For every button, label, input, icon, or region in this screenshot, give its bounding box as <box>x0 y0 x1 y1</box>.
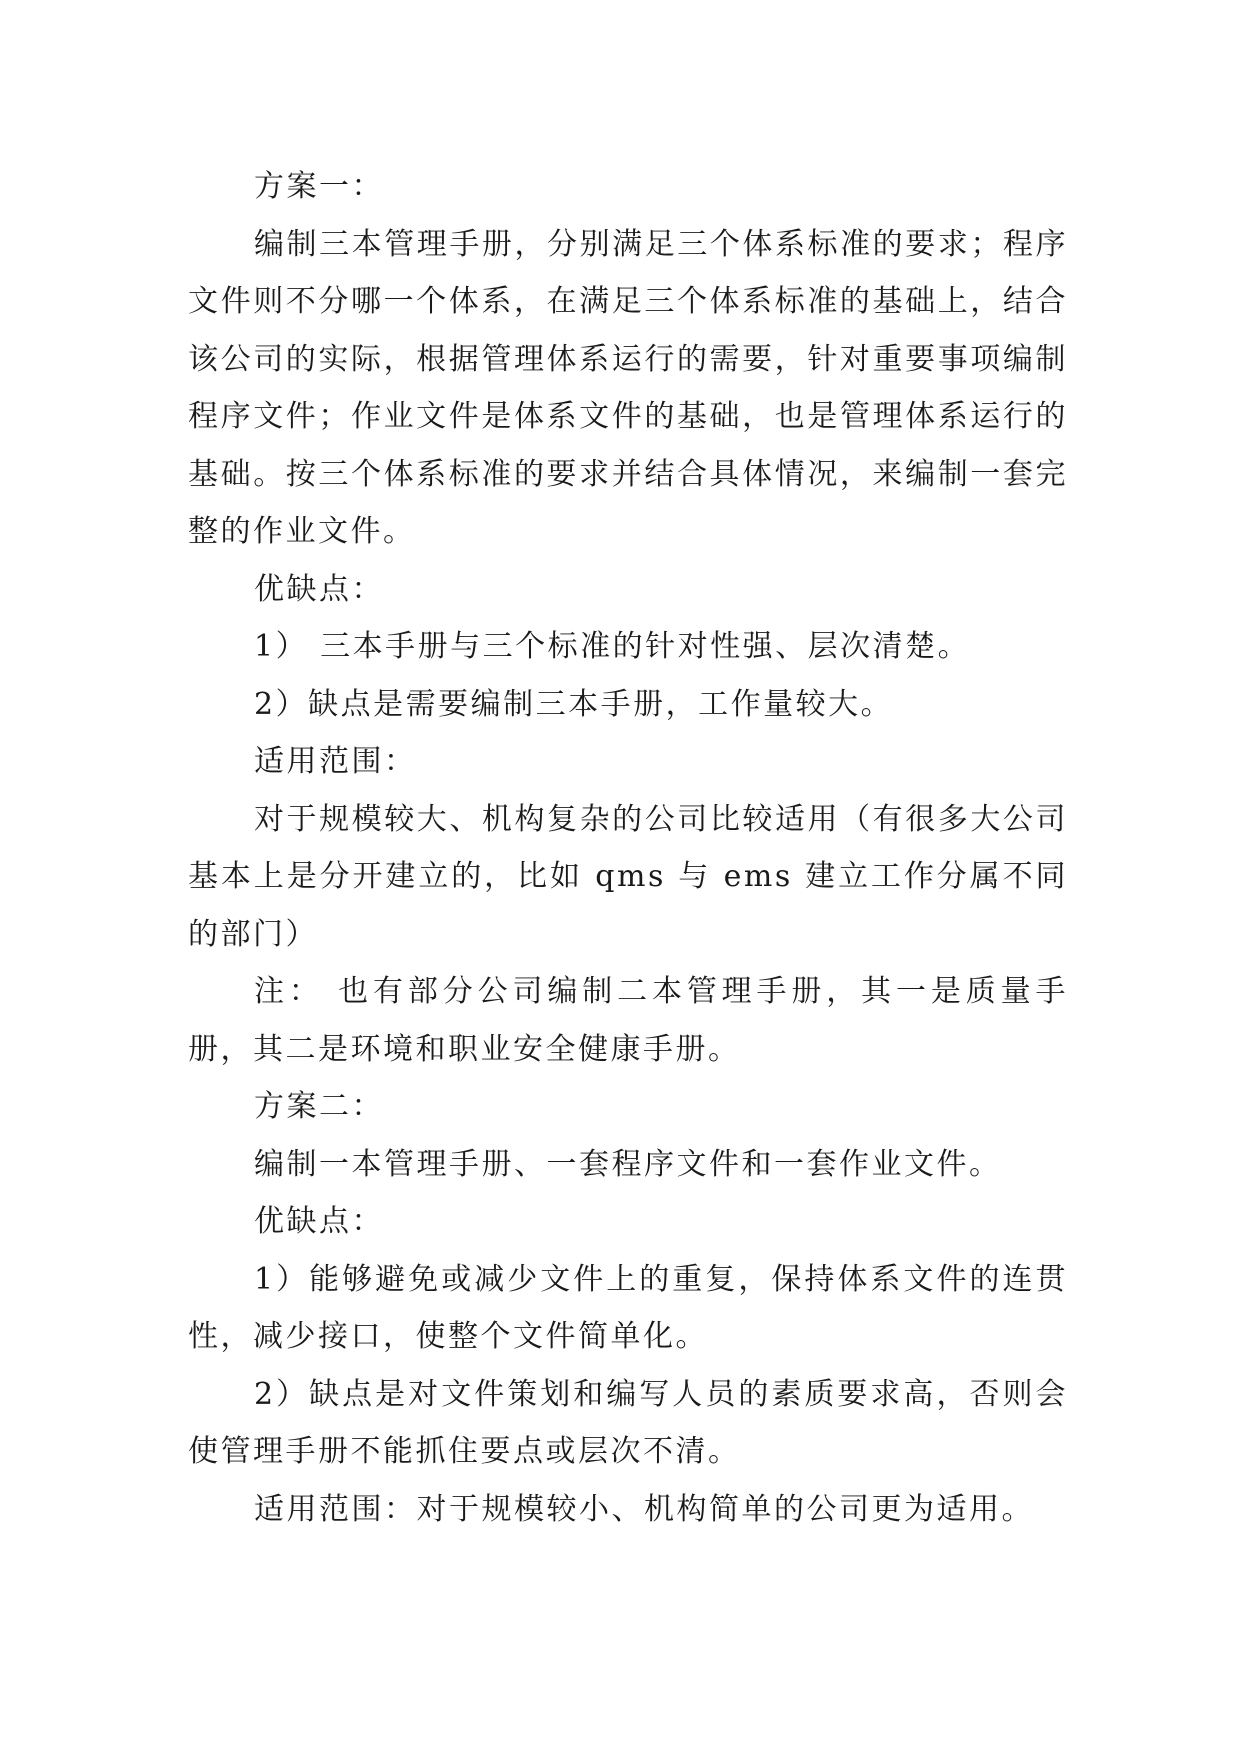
document-body <box>188 158 1068 1538</box>
pros-cons-heading-two: 优缺点： <box>254 1204 384 1239</box>
heading-plan-one: 方案一： <box>254 169 384 204</box>
plan-two-disadvantage: 2）缺点是对文件策划和编写人员的素质要求高，否则会使管理手册不能抓住要点或层次不清。 <box>188 1376 1068 1469</box>
pros-cons-heading: 优缺点： <box>254 571 384 607</box>
plan-one-description: 编制三本管理手册，分别满足三个体系标准的要求；程序文件则不分哪一个体系，在满足三个体系标准的基础上，结合该公司的实际，根据管理体系运行的需要，针对重要事项编制程序文件；作业文件是体系文件的基础，也是管理体系运行的基础。按三个体系标准的要求并结合具体情况，来编制一套完整的作业文件。 <box>188 226 1068 549</box>
plan-one-scope: 对于规模较大、机构复杂的公司比较适用（有很多大公司基本上是分开建立的，比如 qms 与 ems 建立工作分属不同的部门） <box>188 801 1068 952</box>
heading-plan-two: 方案二： <box>254 1089 384 1124</box>
plan-two-advantage: 1）能够避免或减少文件上的重复，保持体系文件的连贯性，减少接口，使整个文件简单化。 <box>188 1261 1068 1354</box>
plan-one-note: 注： 也有部分公司编制二本管理手册，其一是质量手册，其二是环境和职业安全健康手册。 <box>188 974 1068 1067</box>
scope-heading: 适用范围： <box>254 744 417 779</box>
plan-one-advantage: 1） 三本手册与三个标准的针对性强、层次清楚。 <box>254 629 971 664</box>
plan-one-disadvantage: 2）缺点是需要编制三本手册，工作量较大。 <box>254 686 894 722</box>
plan-two-scope: 适用范围：对于规模较小、机构简单的公司更为适用。 <box>254 1491 1034 1527</box>
plan-two-description: 编制一本管理手册、一套程序文件和一套作业文件。 <box>254 1146 1002 1182</box>
